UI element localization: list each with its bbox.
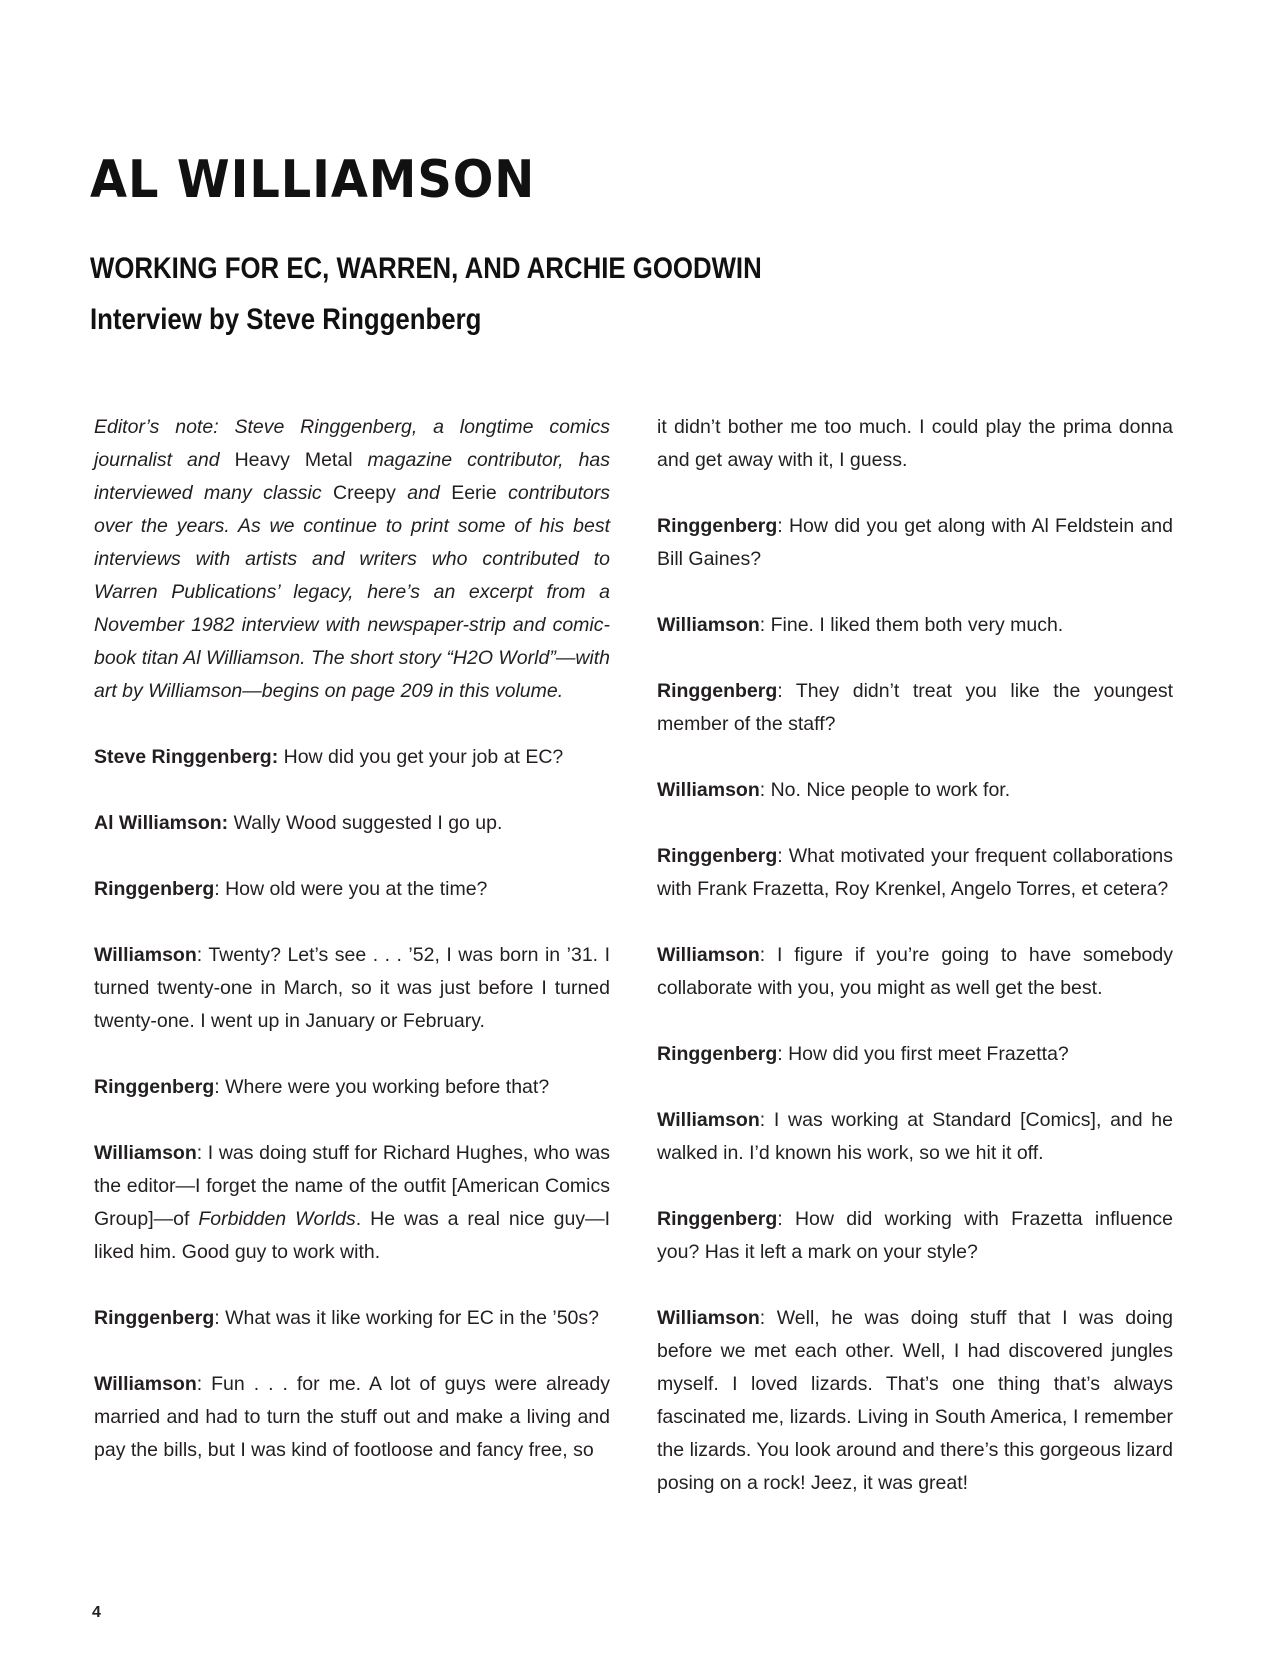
speaker-name: Ringgenberg bbox=[657, 845, 778, 867]
interview-paragraph: Williamson: Twenty? Let’s see . . . ’52, I was born in ’31. I turned twenty-one in March, so it was just before I turned twenty-one. I went up in January or February. bbox=[94, 944, 610, 1032]
interview-paragraph: it didn’t bother me too much. I could play the prima donna and get away with it, I guess. bbox=[657, 416, 1173, 471]
interview-paragraph: Steve Ringgenberg: How did you get your job at EC? bbox=[94, 746, 564, 768]
speaker-name: Steve Ringgenberg: bbox=[94, 746, 279, 768]
interview-paragraph: Williamson: No. Nice people to work for. bbox=[657, 779, 1011, 801]
page-number: 4 bbox=[92, 1604, 101, 1621]
interview-paragraph: Ringgenberg: They didn’t treat you like the youngest member of the staff? bbox=[657, 680, 1173, 735]
interview-paragraph: Ringgenberg: How did you first meet Frazetta? bbox=[657, 1043, 1069, 1065]
speaker-name: Ringgenberg bbox=[657, 1208, 778, 1230]
interview-paragraph: Williamson: Fine. I liked them both very much. bbox=[657, 614, 1064, 636]
speaker-name: Ringgenberg bbox=[94, 1307, 215, 1329]
speaker-name: Williamson bbox=[657, 779, 760, 801]
right-column bbox=[657, 411, 1173, 1533]
editors-note: Editor’s note: Steve Ringgenberg, a longtime comics journalist and Heavy Metal magazine contributor, has interviewed many classic Creepy and Eerie contributors over the years. As we continue to print some of his best interviews with artists and writers who contributed to Warren Publications’ legacy, here’s an excerpt from a November 1982 interview with newspaper-strip and comic-book titan Al Williamson. The short story “H2O World”—with art by Williamson—begins on page 209 in this volume. bbox=[94, 416, 611, 702]
speaker-name: Williamson bbox=[657, 614, 760, 636]
interview-paragraph: Williamson: Well, he was doing stuff that I was doing before we met each other. Well, I had discovered jungles myself. I loved lizards. That’s one thing that’s always fascinated me, lizards. Living in South America, I remember the lizards. You look around and there’s this gorgeous lizard posing on a rock! Jeez, it was great! bbox=[657, 1307, 1173, 1494]
interview-paragraph: Al Williamson: Wally Wood suggested I go up. bbox=[94, 812, 503, 834]
speaker-name: Ringgenberg bbox=[657, 515, 778, 537]
interview-paragraph: Ringgenberg: How did you get along with Al Feldstein and Bill Gaines? bbox=[657, 515, 1173, 570]
speaker-name: Ringgenberg bbox=[94, 878, 215, 900]
interview-paragraph: Williamson: I was doing stuff for Richard Hughes, who was the editor—I forget the name of the outfit [American Comics Group]—of Forbidden Worlds. He was a real nice guy—I liked him. Good guy to work with. bbox=[94, 1142, 610, 1263]
interview-paragraph: Ringgenberg: What was it like working for EC in the ’50s? bbox=[94, 1307, 599, 1329]
article-byline: Interview by Steve Ringgenberg bbox=[90, 303, 482, 336]
speaker-name: Williamson bbox=[657, 1307, 760, 1329]
speaker-name: Williamson bbox=[94, 1142, 197, 1164]
interview-paragraph: Williamson: Fun . . . for me. A lot of guys were already married and had to turn the stuff out and make a living and pay the bills, but I was kind of footloose and fancy free, so bbox=[94, 1373, 610, 1461]
publication-title: Forbidden Worlds bbox=[198, 1208, 356, 1230]
speaker-name: Williamson bbox=[94, 1373, 197, 1395]
speaker-name: Williamson bbox=[657, 1109, 760, 1131]
interview-paragraph: Ringgenberg: How old were you at the time? bbox=[94, 878, 488, 900]
interview-paragraph: Williamson: I was working at Standard [Comics], and he walked in. I’d known his work, so we hit it off. bbox=[657, 1109, 1173, 1164]
interview-paragraph: Ringgenberg: What motivated your frequent collaborations with Frank Frazetta, Roy Krenkel, Angelo Torres, et cetera? bbox=[657, 845, 1173, 900]
speaker-name: Ringgenberg bbox=[657, 1043, 778, 1065]
article-title: AL WILLIAMSON bbox=[90, 150, 536, 210]
speaker-name: Williamson bbox=[94, 944, 197, 966]
speaker-name: Al Williamson: bbox=[94, 812, 229, 834]
interview-paragraph: Ringgenberg: How did working with Frazetta influence you? Has it left a mark on your style? bbox=[657, 1208, 1173, 1263]
speaker-name: Williamson bbox=[657, 944, 760, 966]
interview-paragraph: Williamson: I figure if you’re going to have somebody collaborate with you, you might as well get the best. bbox=[657, 944, 1173, 999]
article-subtitle: WORKING FOR EC, WARREN, AND ARCHIE GOODWIN bbox=[90, 252, 762, 285]
speaker-name: Ringgenberg bbox=[657, 680, 778, 702]
interview-paragraph: Ringgenberg: Where were you working before that? bbox=[94, 1076, 550, 1098]
left-column bbox=[94, 411, 610, 1500]
speaker-name: Ringgenberg bbox=[94, 1076, 215, 1098]
